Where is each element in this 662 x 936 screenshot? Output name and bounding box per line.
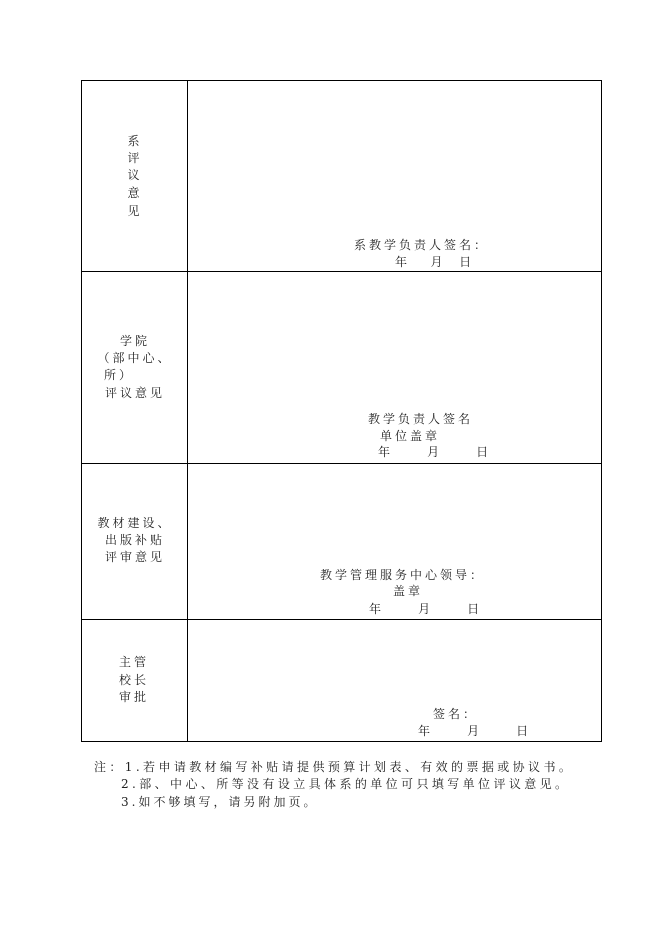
signature-line: 系教学负责人签名： [354, 238, 490, 252]
table-border-right [601, 80, 602, 741]
row-label-line: 出版补贴 [104, 533, 166, 547]
date-line: 年 月 日 [395, 255, 475, 269]
row-label-line: 主管 [118, 655, 150, 669]
row-label-line: 校长 [118, 673, 150, 687]
row-label-line: 评审意见 [104, 550, 166, 564]
table-border-left [81, 80, 82, 741]
table-border-bottom [81, 741, 602, 742]
column-divider [187, 80, 188, 741]
row-divider [81, 619, 602, 620]
row-label-line: 审批 [118, 690, 150, 704]
date-line: 年 月 日 [418, 724, 532, 738]
row-label-line: 评议意见 [104, 386, 166, 400]
row-label-line: 评 [127, 151, 143, 165]
date-line: 年 月 日 [378, 445, 492, 459]
row-divider [81, 271, 602, 272]
date-line: 年 月 日 [369, 602, 483, 616]
signature-line: 教学负责人签名 [368, 412, 474, 426]
row-label-line: 意 [127, 186, 143, 200]
row-label-line: 系 [127, 134, 143, 148]
note-line: 2.部、中心、所等没有设立具体系的单位可只填写单位评议意见。 [121, 777, 571, 791]
seal-line: 盖章 [393, 584, 424, 598]
signature-line: 签名： [433, 707, 479, 721]
table-border-top [81, 80, 602, 81]
signature-line: 教学管理服务中心领导： [320, 568, 486, 582]
seal-line: 单位盖章 [380, 429, 441, 443]
row-label-line: 教材建设、 [97, 516, 173, 530]
row-label-line: （部中心、 [97, 351, 173, 365]
row-label-line: 议 [127, 168, 143, 182]
row-label-line: 学院 [119, 334, 151, 348]
row-label-line: 所） [104, 368, 135, 382]
note-line: 3.如不够填写，请另附加页。 [121, 795, 319, 809]
note-line: 注：1.若申请教材编写补贴请提供预算计划表、有效的票据或协议书。 [94, 760, 575, 774]
row-label-line: 见 [127, 204, 143, 218]
row-divider [81, 463, 602, 464]
